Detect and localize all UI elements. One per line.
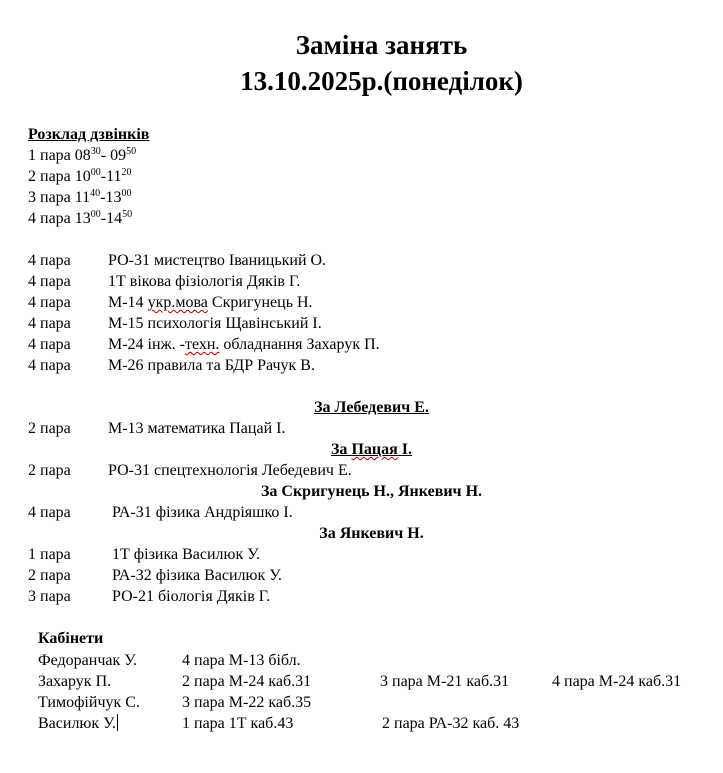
change-pair: 4 пара (28, 273, 71, 290)
bell-row: 3 пара $11^{40}-13^{00}$ (28, 188, 132, 206)
change-text: 1Т вікова фізіологія Дяків Г. (108, 273, 301, 290)
sub-pair: 3 пара (28, 588, 71, 605)
cabinet-name: Федоранчак У. (38, 652, 137, 669)
substitution-heading: За Янкевич Н. (319, 525, 424, 542)
spellcheck-word: Пацая (351, 441, 398, 458)
page-title: Заміна занять (295, 30, 468, 60)
sub-text: РО-31 спецтехнологія Лебедевич Е. (108, 462, 352, 479)
change-text: М-26 правила та БДР Рачук В. (108, 357, 315, 374)
sub-pair: 2 пара (28, 567, 71, 584)
cabinet-entry: 4 пара М-24 каб.31 (552, 673, 682, 690)
cabinet-entry: 1 пара 1Т каб.43 (182, 715, 294, 732)
change-pair: 4 пара (28, 357, 71, 374)
cabinet-name: Тимофійчук С. (38, 694, 140, 711)
change-text: РО-31 мистецтво Іваницький О. (108, 252, 327, 269)
bells-heading: Розклад дзвінків (28, 126, 150, 143)
change-pair: 4 пара (28, 252, 71, 269)
bell-row: 2 пара $10^{00}-11^{20}$ (28, 167, 132, 185)
cabinet-entry: 2 пара М-24 каб.31 (182, 673, 312, 690)
change-text: М-24 інж. -техн. обладнання Захарук П. (108, 336, 380, 353)
bell-row: 4 пара $13^{00}-14^{50}$ (28, 209, 133, 227)
sub-pair: 2 пара (28, 420, 71, 437)
text-cursor (117, 714, 118, 731)
cabinet-name: Василюк У. (38, 715, 116, 732)
sub-text: РА-31 фізика Андріяшко І. (112, 504, 293, 521)
bell-row: 1 пара $08^{30}-$ $09^{50}$ (28, 146, 137, 164)
sub-text: РО-21 біологія Дяків Г. (112, 588, 271, 605)
change-pair: 4 пара (28, 336, 71, 353)
sub-pair: 1 пара (28, 546, 71, 563)
cabinet-name: Захарук П. (38, 673, 112, 690)
page-date: 13.10.2025р.(понеділок) (240, 66, 523, 96)
sub-text: М-13 математика Пацай І. (108, 420, 286, 437)
substitution-heading: За Скригунець Н., Янкевич Н. (260, 483, 483, 500)
spellcheck-word: техн. (184, 336, 220, 353)
cabinets-heading: Кабінети (38, 630, 104, 647)
substitution-heading: За Лебедевич Е. (314, 399, 429, 416)
cabinet-entry: 3 пара М-21 каб.31 (380, 673, 510, 690)
sub-pair: 4 пара (28, 504, 71, 521)
cabinet-entry: 3 пара М-22 каб.35 (182, 694, 312, 711)
cabinet-entry: 4 пара М-13 бібл. (182, 652, 301, 669)
sub-text: РА-32 фізика Василюк У. (112, 567, 282, 584)
change-pair: 4 пара (28, 294, 71, 311)
sub-pair: 2 пара (28, 462, 71, 479)
sub-text: 1Т фізика Василюк У. (112, 546, 260, 563)
spellcheck-word: укр.мова (147, 294, 208, 311)
change-text: М-15 психологія Щавінський І. (108, 315, 322, 332)
cabinet-entry: 2 пара РА-32 каб. 43 (382, 715, 520, 732)
substitution-heading: За Пацая І. (330, 441, 412, 458)
change-text: М-14 укр.мова Скригунець Н. (108, 294, 313, 311)
change-pair: 4 пара (28, 315, 71, 332)
